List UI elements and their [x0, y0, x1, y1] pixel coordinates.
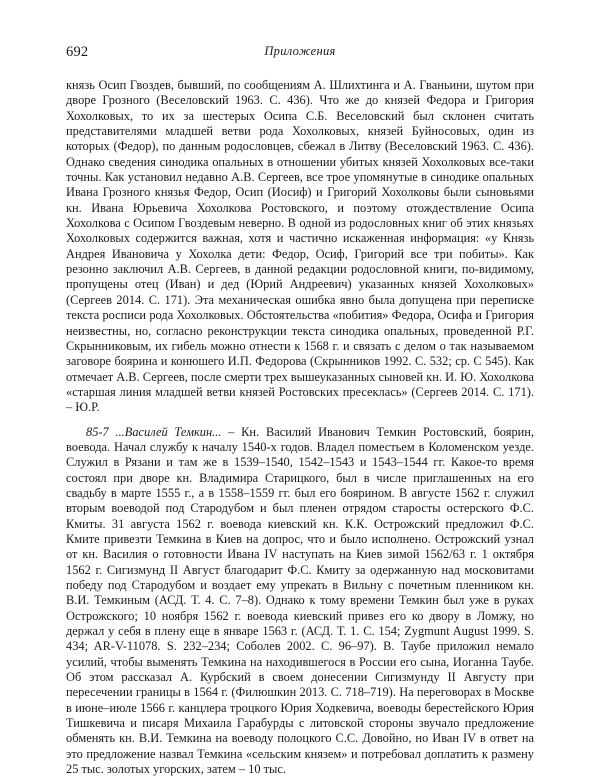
entry-body: Кн. Василий Иванович Темкин Ростовский, боярин, воевода. Начал службу к началу 1540-х годов. Владел поместьем в Коломенском уезде. Служил в Рязани и там же в 1539–1540, 1542–1543 и 1543–1544 гг. Какое-то время состоял при дворе кн. Владимира Старицкого, был в числе приглашенных на его свадьбу в марте 1555 г., а в 1558–1559 гг. был его боярином. В августе 1562 г. служил вторым воеводой под Стародубом и был пленен отрядом старосты остерского Ф.С. Кмиты. 31 августа 1562 г. воевода киевский кн. К.К. Острожский предложил Ф.С. Кмите привезти Темкина в Киев на допрос, что и было исполнено. Острожский узнал от кн. Василия о готовности Ивана IV наступать на Киев зимой 1562/63 г. 1 октября 1562 г. Сигизмунд II Август благодарит Ф.С. Кмиту за одержанную над московитами победу под Стародубом и воздает ему упрекать в Вильну с почетным пленником кн. В.И. Темкиным (АСД. Т. 4. С. 7–8). Однако к тому времени Темкин был уже в руках Острожского; 10 ноября 1562 г. воевода киевский привез его ко двору в Ломжу, но держал у себя в плену еще в январе 1563 г. (АСД. Т. 1. С. 154; Zygmunt August 1999. S. 434; AR-V-11078. S. 232–234; Соболев 2002. С. 96–97). В. Таубе приложил немало усилий, чтобы выменять Темкина на находившегося в России его сына, Иоганна Таубе. Об этом рассказал А. Курбский в своем донесении Сигизмунду II Августу при пересечении границы в 1564 г. (Филюшкин 2013. С. 718–719). На переговорах в Москве в июне–июле 1566 г. канцлера троцкого Юрия Ходкевича, воеводы берестейского Юрия Тишкевича и писаря Михаила Гарабурды с литовской стороны звучало предложение обменять кн. В.И. Темкина на воеводу полоцкого С.С. Довойно, но Иван IV в ответ на это предложение назвал Темкина «сельским князем» и потребовал доплатить к размену 25 тыс. золотых угорских, затем – 10 тыс. — [66, 424, 535, 777]
paragraph-temkin-entry — [66, 425, 534, 777]
entry-headword: 85-7 ...Василей Темкин... – — [86, 424, 242, 439]
page-number: 692 — [66, 44, 89, 60]
page-header — [66, 44, 534, 62]
body-text — [66, 78, 534, 777]
paragraph-appendix-note: князь Осип Гвоздев, бывший, по сообщениям А. Шлихтинга и А. Гваньини, шутом при дворе Грозного (Веселовский 1963. С. 436). Что же до князей Федора и Григория Хохолковых, то их за шестерых Осипа С.Б. Веселовский был склонен считать представителями младшей ветви рода Хохолковых, князей Буйносовых, один из которых (Федор), по данным родословцев, сбежал в Литву (Веселовский 1963. С. 436). Однако сведения синодика опальных в отношении убитых князей Хохолковых все-таки точны. Как установил недавно А.В. Сергеев, все трое упомянутые в синодике опальных Ивана Грозного князья Федор, Осип (Иосиф) и Григорий Хохолковы были сыновьями кн. Ивана Юрьевича Хохолкова Ростовского, и поэтому отождествление Осипа Хохолкова с Осипом Гвоздевым неверно. В одной из родословных книг об этих князьях Хохолковых содержится важная, хотя и частично искаженная информация: «у Князь Андрея Ивановича у Хохолка дети: Федор, Осиф, Григорий все три побиты». Как резонно заключил А.В. Сергеев, в данной редакции родословной книги, по-видимому, пропущены отец (Иван) и дед (Юрий Андреевич) указанных князей Хохолковых» (Сергеев 2014. С. 171). Эта механическая ошибка явно была допущена при переписке текста росписи рода Хохолковых. Обстоятельства «побития» Федора, Осифа и Григория неизвестны, но, согласно реконструкции текста синодика опальных, проведенной Р.Г. Скрынниковым, их гибель можно отнести к 1568 г. и связать с делом о так называемом заговоре боярина и конюшего И.П. Федорова (Скрынников 1992. С. 532; ср. С 545). Как отмечает А.В. Сергеев, после смерти трех вышеуказанных сыновей кн. И. Ю. Хохолкова «старшая линия младшей ветви князей Ростовских пресеклась» (Сергеев 2014. С. 171). – Ю.Р. — [66, 78, 534, 415]
paragraph-spacer — [66, 416, 534, 425]
running-title: Приложения — [264, 44, 336, 58]
